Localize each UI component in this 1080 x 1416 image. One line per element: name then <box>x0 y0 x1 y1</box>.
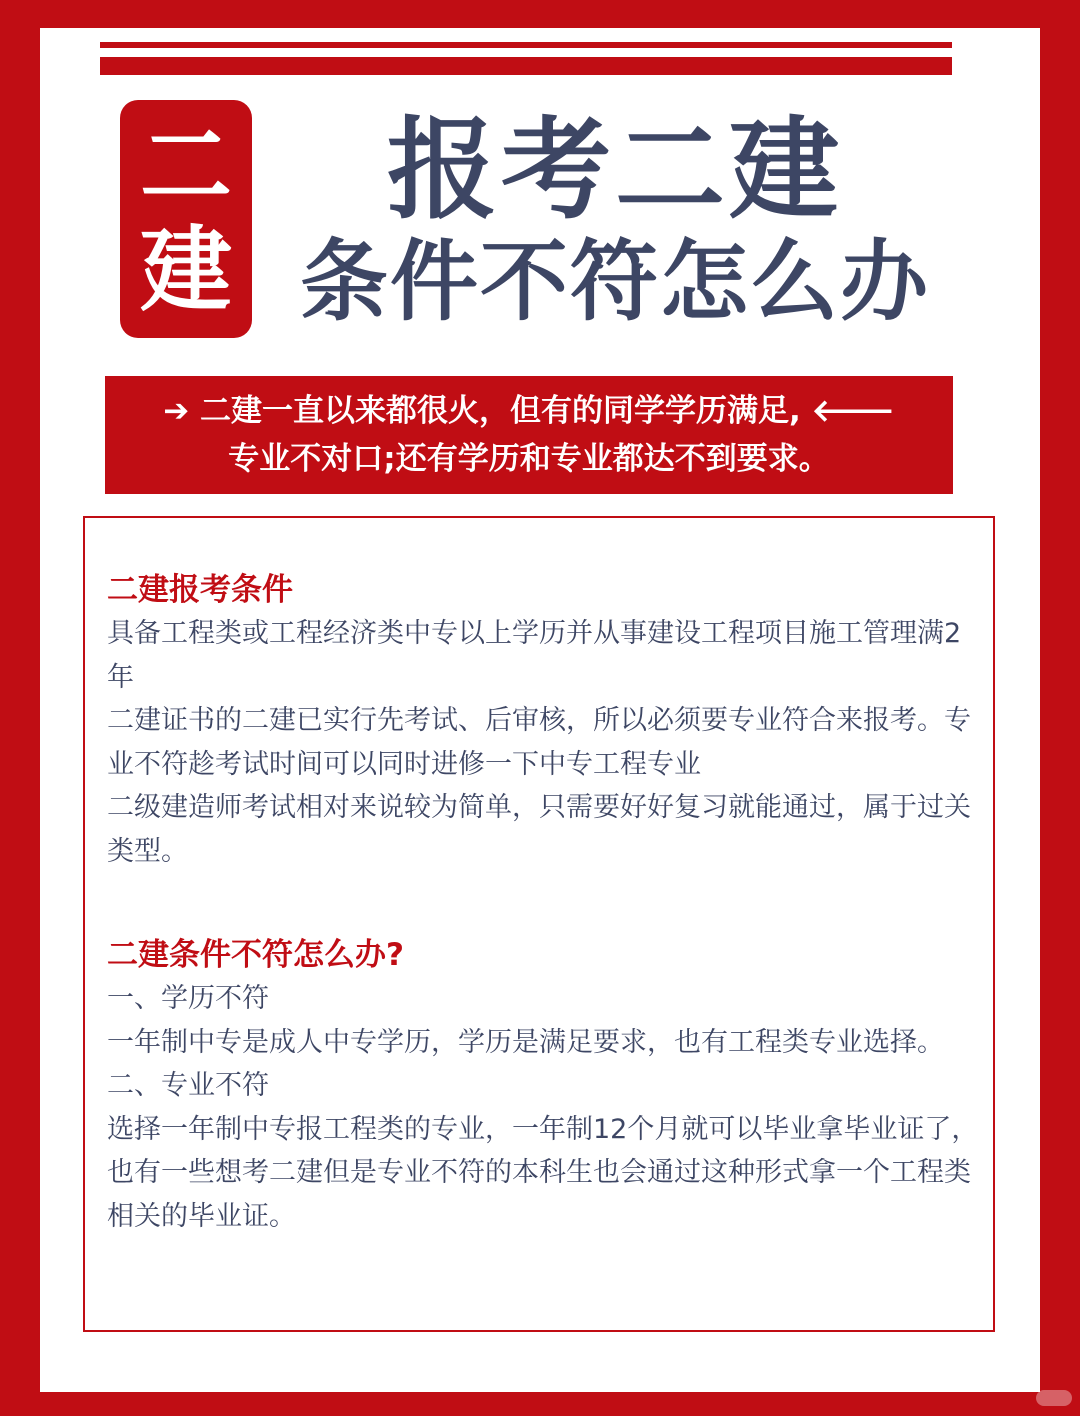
paragraph: 二建证书的二建已实行先考试、后审核，所以必须要专业符合来报考。专业不符趁考试时间可以同时进修一下中专工程专业 <box>107 705 971 780</box>
badge <box>120 100 252 338</box>
paragraph: 一、学历不符 <box>107 983 269 1014</box>
intro-text-1: 二建一直以来都很火，但有的同学学历满足, <box>200 393 801 429</box>
intro-banner <box>105 376 953 494</box>
paragraph: 具备工程类或工程经济类中专以上学历并从事建设工程项目施工管理满2年 <box>107 618 962 693</box>
paragraph: 一年制中专是成人中专学历，学历是满足要求，也有工程类专业选择。 <box>107 1026 944 1058</box>
decorative-bar-thin <box>100 42 952 48</box>
badge-char-top: 二 <box>139 113 232 220</box>
paragraph: 二级建造师考试相对来说较为简单，只需要好好复习就能通过，属于过关类型。 <box>107 792 971 867</box>
section-title-conditions: 二建报考条件 <box>107 572 293 608</box>
section-title-solutions: 二建条件不符怎么办? <box>107 937 404 973</box>
decorative-bar-thick <box>100 57 952 75</box>
content-box <box>83 516 995 1332</box>
arrow-left-icon: 🡐 <box>811 393 895 429</box>
sub-title: 条件不符怎么办 <box>299 230 930 333</box>
content-inner <box>107 568 979 1238</box>
main-title: 报考二建 <box>387 106 843 234</box>
intro-line-2: 专业不对口;还有学历和专业都达不到要求。 <box>228 441 830 477</box>
paragraph: 二、专业不符 <box>107 1070 269 1101</box>
badge-char-bottom: 建 <box>139 217 232 324</box>
section-spacer <box>107 873 979 933</box>
arrow-right-icon: ➔ <box>163 393 190 429</box>
paragraph: 选择一年制中专报工程类的专业，一年制12个月就可以毕业拿毕业证了，也有一些想考二建但是专业不符的本科生也会通过这种形式拿一个工程类相关的毕业证。 <box>107 1113 979 1232</box>
intro-line-1 <box>105 390 953 432</box>
watermark <box>1036 1390 1072 1406</box>
